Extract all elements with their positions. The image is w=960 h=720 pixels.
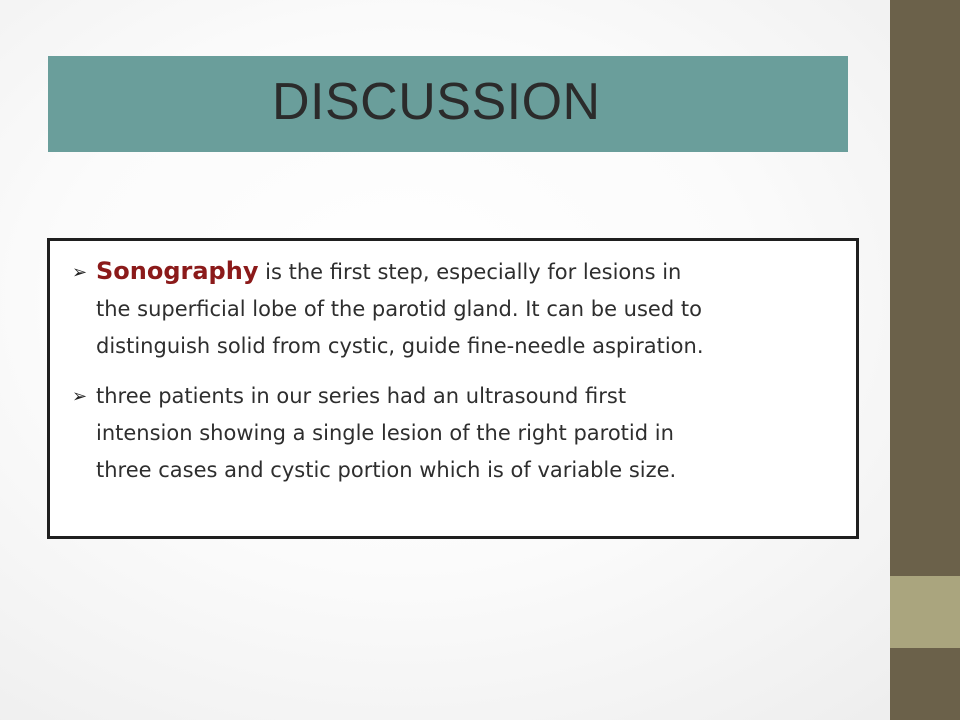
- bullet-line: intension showing a single lesion of the right parotid in: [96, 421, 674, 445]
- content-box: [47, 238, 859, 539]
- bullet-line: distinguish solid from cystic, guide fine-needle aspiration.: [96, 334, 704, 358]
- bullet-text: three patients in our series had an ultrasound first: [96, 384, 627, 408]
- bullet-item: [72, 253, 844, 365]
- bullet-line: [72, 378, 844, 415]
- bullet-line: [72, 253, 844, 291]
- arrow-bullet-icon: ➢: [72, 386, 88, 407]
- bullet-line: the superficial lobe of the parotid gland. It can be used to: [96, 297, 702, 321]
- bullet-text: is the first step, especially for lesions in: [258, 260, 682, 284]
- bullet-item: [72, 378, 844, 489]
- arrow-bullet-icon: ➢: [72, 262, 88, 283]
- bullet-line: three cases and cystic portion which is of variable size.: [96, 458, 677, 482]
- slide-title: DISCUSSION: [272, 73, 601, 131]
- sidebar-accent-decoration: [890, 576, 960, 648]
- emphasis-term: Sonography: [96, 257, 259, 285]
